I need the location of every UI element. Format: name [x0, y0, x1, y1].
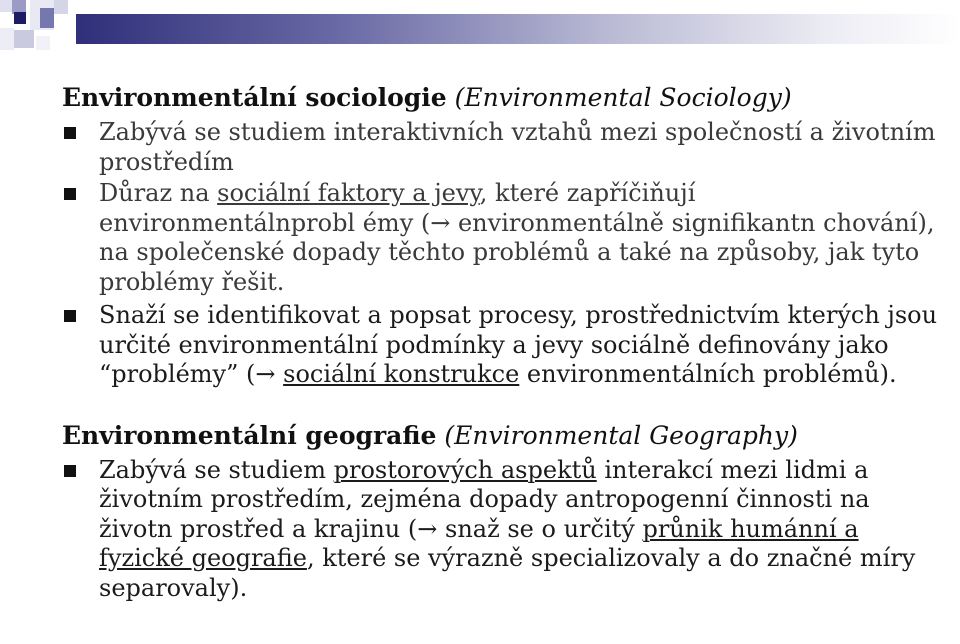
link-social-factors[interactable]: sociální faktory a jevy	[217, 179, 480, 207]
decor-square	[54, 0, 68, 14]
decor-square	[40, 8, 54, 28]
slide-content	[62, 82, 942, 603]
list-item: Snaží se identifikovat a popsat procesy, prostřednictvím kterých jsou určité environmentální podmínky a jevy sociálně definovány jako “problémy” (→ sociální konstrukce environmentálních problémů).	[62, 301, 942, 390]
square-bullet-icon	[64, 127, 76, 139]
list-item: Důraz na sociální faktory a jevy, které zapříčiňují environmentálnprobl émy (→ environmentálně signifikantn chování), na společenské dopady těchto problémů a také na způsoby, jak tyto problémy řešit.	[62, 179, 942, 297]
decor-square	[14, 30, 34, 48]
decorative-header	[0, 0, 960, 60]
section-heading-sociology: Environmentální sociologie (Environmental Sociology)	[62, 83, 792, 112]
square-bullet-icon	[64, 310, 76, 322]
decor-square	[0, 28, 14, 50]
decor-square	[36, 36, 50, 50]
link-spatial-aspects[interactable]: prostorových aspektů	[333, 455, 597, 484]
section-heading-geography: Environmentální geografie (Environmental Geography)	[62, 420, 798, 450]
sociology-bullet-list	[62, 118, 942, 390]
geography-bullet-list	[62, 456, 942, 604]
list-item: Zabývá se studiem prostorových aspektů interakcí mezi lidmi a životním prostředím, zejména dopady antropogenní činnosti na životn prostřed a krajinu (→ snaž se o určitý průnik humánní a fyzické geografie, které se výrazně specializovaly a do značné míry separovaly).	[62, 456, 942, 604]
header-gradient-bar	[76, 14, 960, 44]
link-geography-overlap[interactable]: průnik humánní a fyzické geografie	[99, 514, 859, 572]
decor-square	[0, 0, 12, 12]
square-bullet-icon	[64, 465, 76, 477]
list-item: Zabývá se studiem interaktivních vztahů mezi společností a životním prostředím	[62, 118, 942, 177]
square-bullet-icon	[64, 188, 76, 200]
link-social-construction[interactable]: sociální konstrukce	[283, 360, 520, 388]
decor-square	[14, 12, 26, 24]
